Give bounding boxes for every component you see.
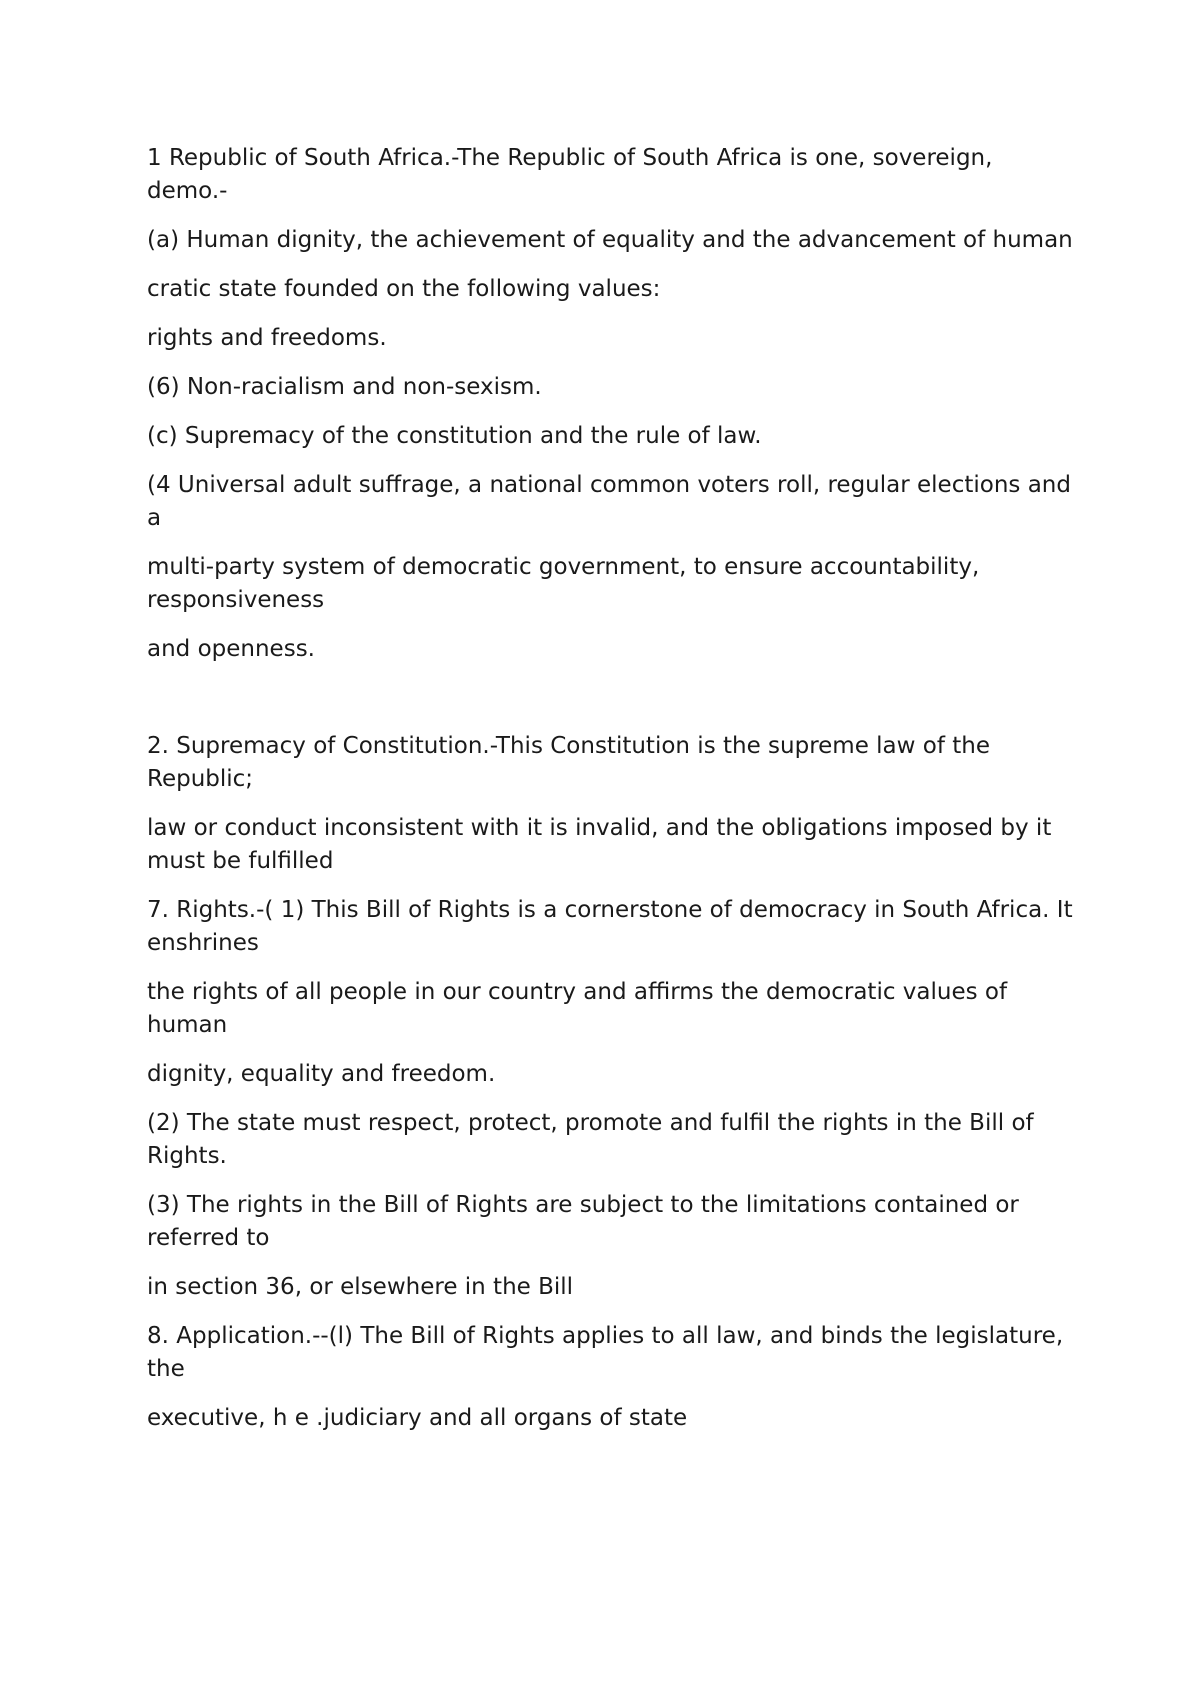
paragraph-item-c: (c) Supremacy of the constitution and the rule of law. [147,423,762,449]
paragraph-line: and openness. [147,636,315,662]
paragraph-line: rights and freedoms. [147,325,387,351]
paragraph-line: multi-party system of democratic government, to ensure accountability, responsiveness [147,554,980,613]
paragraph-section-7-heading: 7. Rights.-( 1) This Bill of Rights is a cornerstone of democracy in South Africa. It enshrines [147,897,1073,956]
paragraph-item-a: (a) Human dignity, the achievement of equality and the advancement of human [147,227,1073,253]
paragraph-line: law or conduct inconsistent with it is invalid, and the obligations imposed by it must be fulfilled [147,815,1052,874]
paragraph-line: in section 36, or elsewhere in the Bill [147,1274,574,1300]
paragraph-subsection-2: (2) The state must respect, protect, promote and fulfil the rights in the Bill of Rights. [147,1110,1034,1169]
paragraph-section-1-heading: 1 Republic of South Africa.-The Republic of South Africa is one, sovereign, demo.- [147,145,993,204]
paragraph-line: executive, h e .judiciary and all organs of state [147,1405,688,1431]
paragraph-line: cratic state founded on the following values: [147,276,661,302]
paragraph-item-d: (4 Universal adult suffrage, a national common voters roll, regular elections and a [147,472,1071,531]
paragraph-item-b: (6) Non-racialism and non-sexism. [147,374,542,400]
paragraph-section-2-heading: 2. Supremacy of Constitution.-This Constitution is the supreme law of the Republic; [147,733,991,792]
paragraph-line: the rights of all people in our country and affirms the democratic values of human [147,979,1008,1038]
paragraph-subsection-3: (3) The rights in the Bill of Rights are subject to the limitations contained or referred to [147,1192,1019,1251]
paragraph-line: dignity, equality and freedom. [147,1061,496,1087]
paragraph-section-8-heading: 8. Application.--(l) The Bill of Rights applies to all law, and binds the legislature, the [147,1323,1064,1382]
document-body [147,142,1077,1451]
